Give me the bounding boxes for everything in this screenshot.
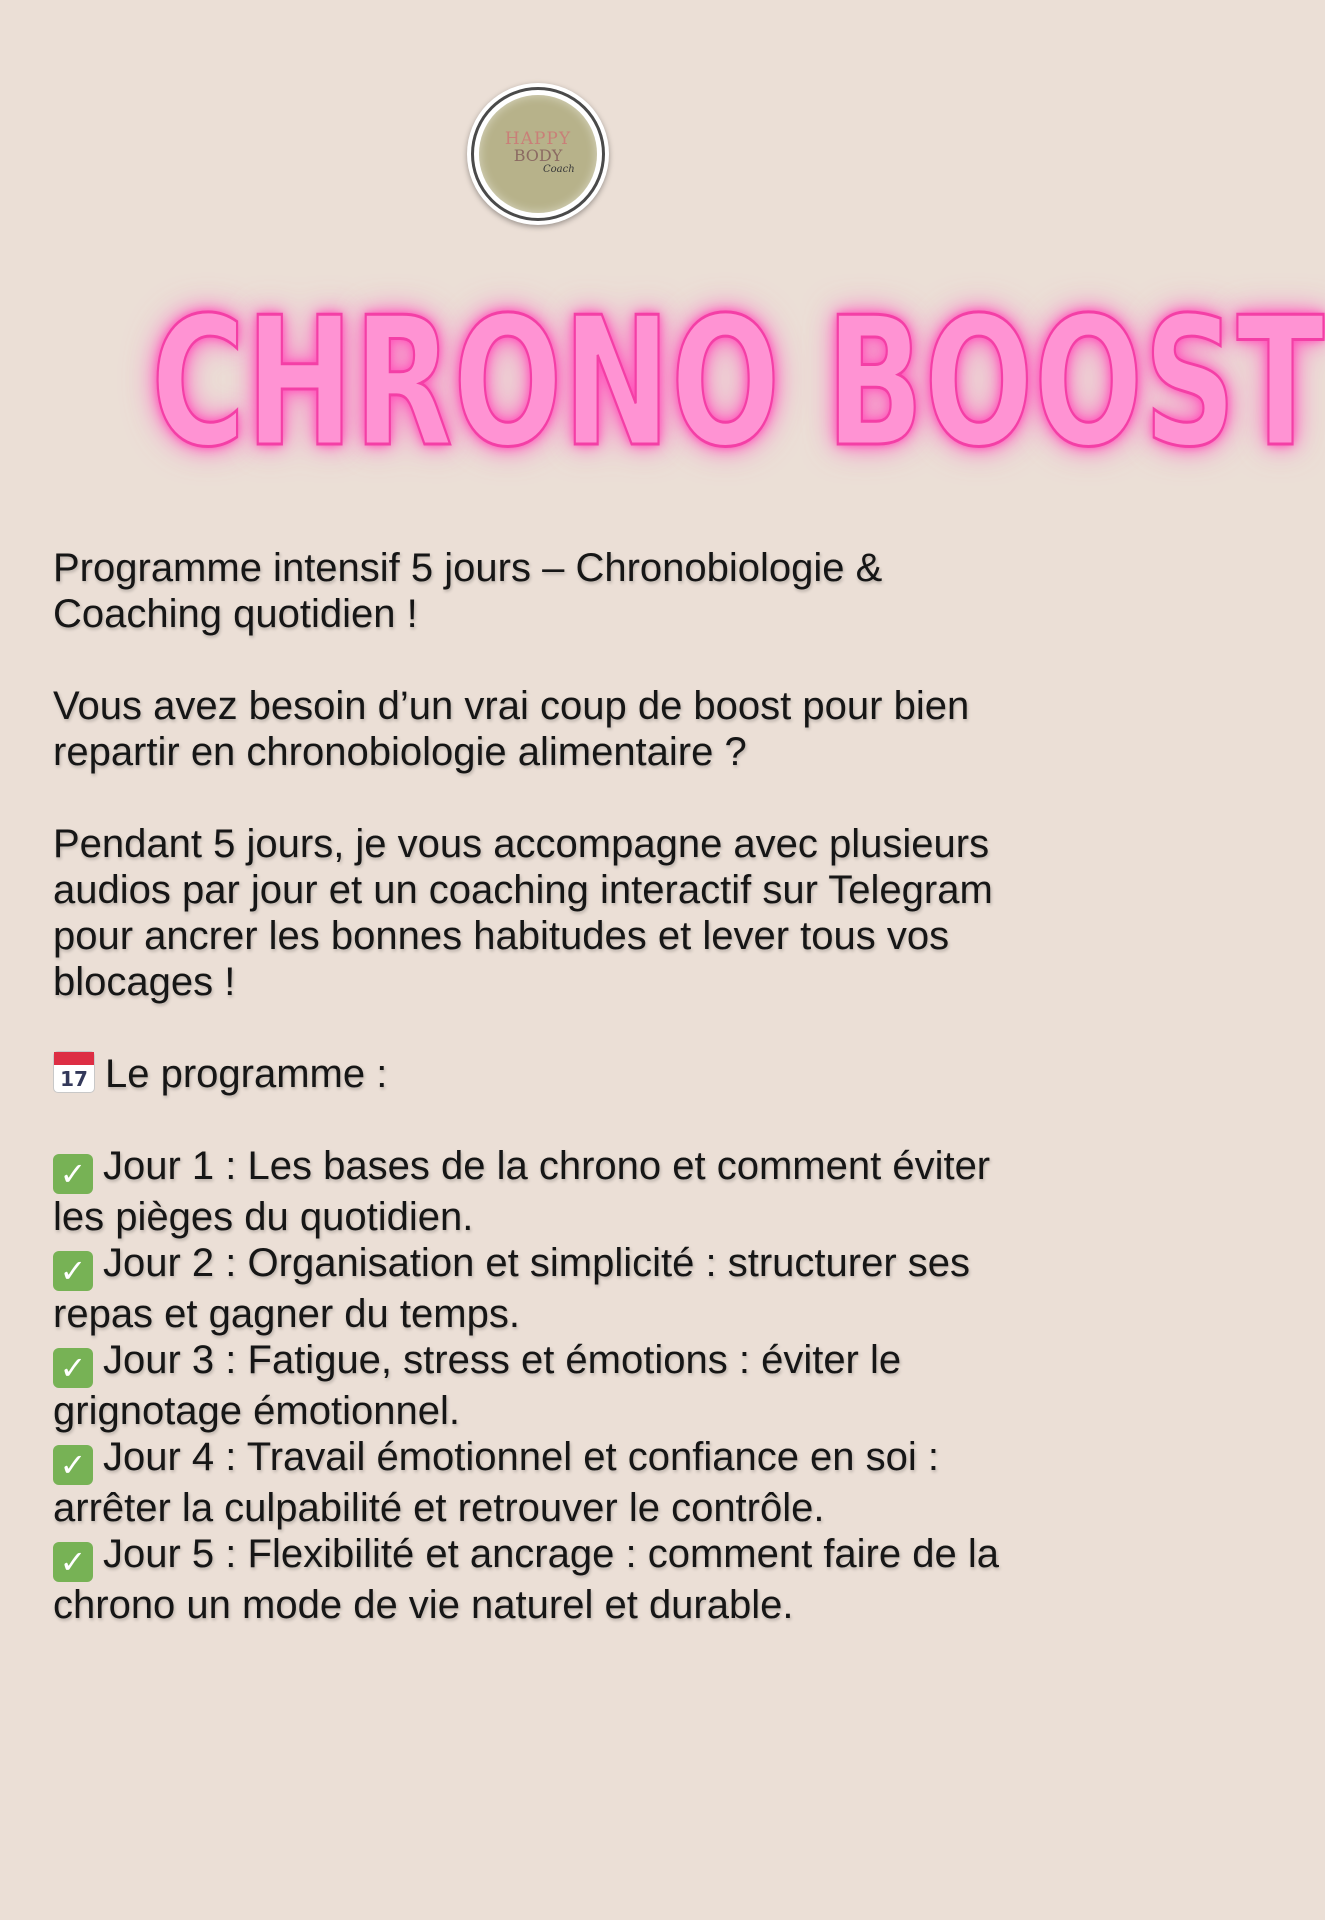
- page-title: CHRONO BOOST: [151, 279, 1325, 486]
- intro-paragraph-1: Programme intensif 5 jours – Chronobiologie & Coaching quotidien !: [53, 546, 883, 636]
- day-5-text: Jour 5 : Flexibilité et ancrage : comment faire de la chrono un mode de vie naturel et durable.: [53, 1532, 999, 1627]
- check-mark-icon: ✓: [53, 1154, 93, 1194]
- happy-body-coach-logo: [467, 83, 609, 225]
- check-mark-icon: ✓: [53, 1542, 93, 1582]
- intro-paragraph-3: Pendant 5 jours, je vous accompagne avec plusieurs audios par jour et un coaching interactif sur Telegram pour ancrer les bonnes habitudes et lever tous vos blocages !: [53, 822, 993, 1004]
- description-text: [53, 545, 1043, 1628]
- day-3-text: Jour 3 : Fatigue, stress et émotions : éviter le grignotage émotionnel.: [53, 1338, 902, 1433]
- day-1-text: Jour 1 : Les bases de la chrono et comment éviter les pièges du quotidien.: [53, 1144, 991, 1239]
- calendar-icon-day: 17: [60, 1067, 88, 1091]
- list-item-day-4: [53, 1434, 1043, 1531]
- logo-text-happy: HAPPY: [504, 129, 572, 149]
- day-4-text: Jour 4 : Travail émotionnel et confiance en soi : arrêter la culpabilité et retrouver le contrôle.: [53, 1435, 940, 1530]
- programme-day-list: [53, 1143, 1043, 1628]
- check-mark-icon: ✓: [53, 1445, 93, 1485]
- programme-heading: [53, 1051, 1043, 1097]
- programme-heading-label: Le programme :: [105, 1052, 388, 1096]
- logo-text-body: BODY: [513, 146, 563, 165]
- logo-text-coach: Coach: [543, 164, 575, 175]
- list-item-day-3: [53, 1337, 1043, 1434]
- calendar-icon-header: [54, 1052, 94, 1065]
- calendar-icon: [53, 1051, 95, 1093]
- intro-paragraph-2: Vous avez besoin d’un vrai coup de boost pour bien repartir en chronobiologie alimentaire ?: [53, 684, 970, 774]
- list-item-day-1: [53, 1143, 1043, 1240]
- check-mark-icon: ✓: [53, 1251, 93, 1291]
- check-mark-icon: ✓: [53, 1348, 93, 1388]
- day-2-text: Jour 2 : Organisation et simplicité : structurer ses repas et gagner du temps.: [53, 1241, 970, 1336]
- list-item-day-2: [53, 1240, 1043, 1337]
- list-item-day-5: [53, 1531, 1043, 1628]
